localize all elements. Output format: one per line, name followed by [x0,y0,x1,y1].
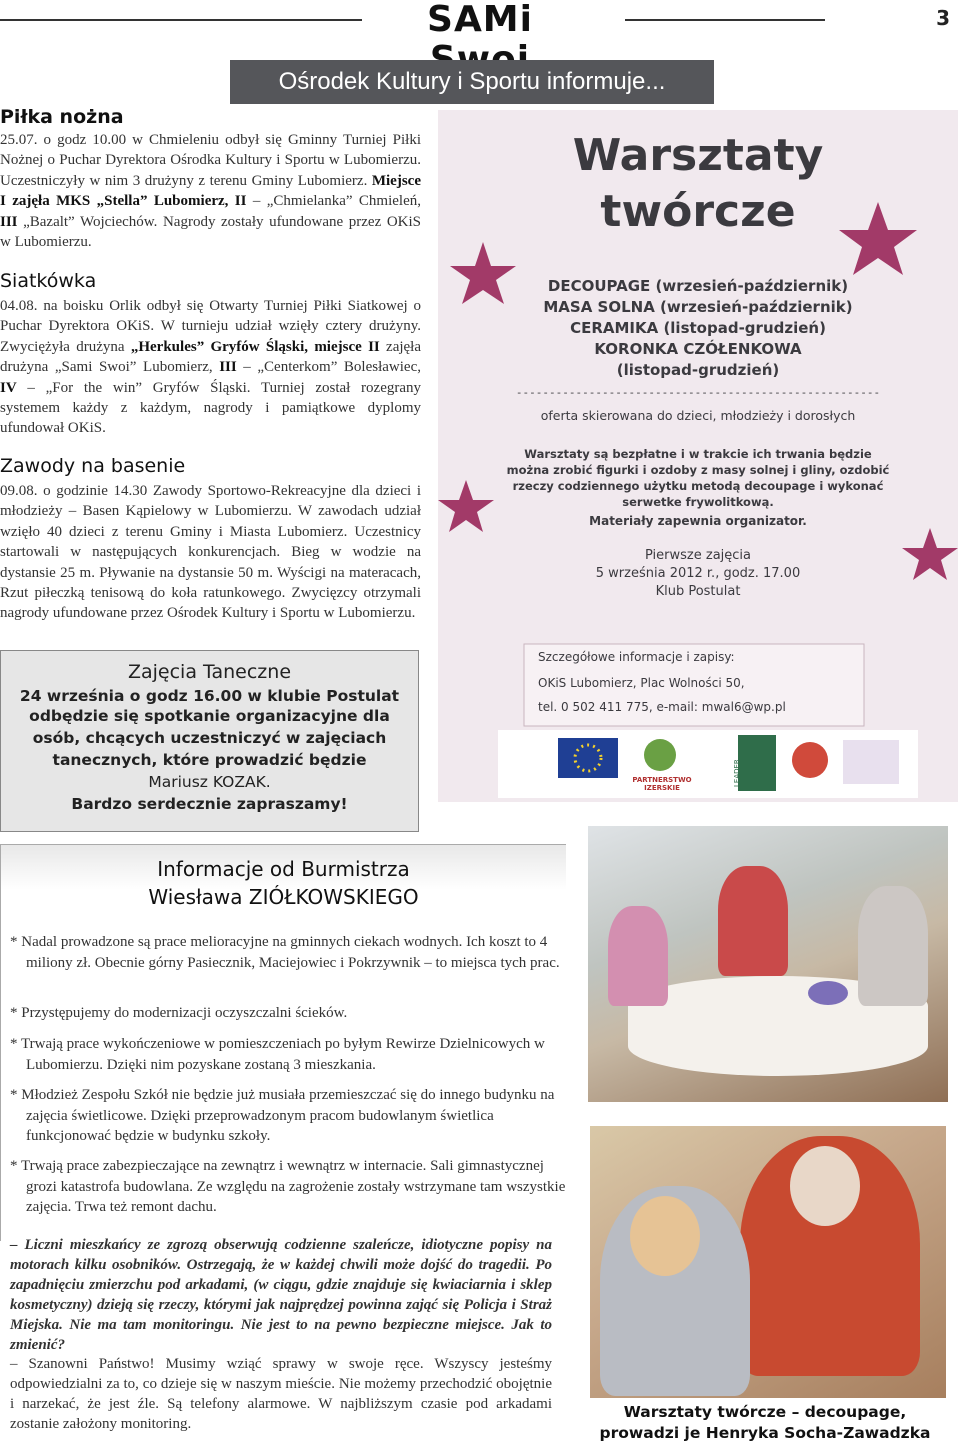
poster-materials: Materiały zapewnia organizator. [589,514,807,528]
person-shape [858,886,928,1006]
star-icon [438,480,494,532]
mayor-item: * Trwają prace wykończeniowe w pomieszczeniach po byłym Rewirze Dzielnicowych w Lubomierzu. Dzięki nim pozyskane zostaną 3 mieszkania. [10,1036,545,1073]
siatkowka-text-4: – „Centerkom” Bolesławiec, [236,359,421,376]
siatkowka-text-5: – „For the win” Gryfów Śląski. Turniej został rozegrany systemem każdy z każdym, nagrody i pamiątkowe dyplomy ufundował OKiS. [0,379,421,437]
poster-logo-label-leader: LEADER [733,759,741,787]
pilka-text-1: 25.07. o godz 10.00 w Chmieleniu odbył się Gminny Turniej Piłki Nożnej o Puchar Dyrektora Ośrodka Kultury i Sportu w Lubomierzu. Uczestniczyły w nim 3 drużyny z terenu Gminy Lubomierz. [0,132,421,189]
article-pilka-nozna [0,130,421,252]
workshop-item: CERAMIKA (listopad-grudzień) [570,319,826,337]
page-number: 3 [936,6,950,30]
person-shape [608,906,668,1006]
workshop-item: (listopad-grudzień) [616,361,780,379]
pilka-text-2: – „Chmielanka” Chmieleń, [246,193,421,210]
article-basen: 09.08. o godzinie 14.30 Zawody Sportowo-Rekreacyjne dla dzieci i młodzieży – Basen Kąpielowy w Lubomierzu. W zawodach udział wzięło 40 dzieci z terenu Gminy i Miasta Lubomierz. Uczestnicy startowali w następujących konkurencjach. Bieg w wodzie na dystansie 25 m. Pływanie na dystansie 50 m. Wyścigi na materacach, Rzut piłeczką tenisową do koła ratunkowego. Zwycięzcy otrzymali nagrody ufundowane przez Ośrodek Kultury i Sportu w Lubomierzu. [0,483,421,622]
mayor-item: * Przystępujemy do modernizacji oczyszczalni ścieków. [10,1005,348,1021]
head-shape [790,1146,860,1226]
heading-zawody-basen: Zawody na basenie [0,455,186,477]
poster-place: Klub Postulat [655,584,741,599]
siatkowka-bold-1: „Herkules” Gryfów Śląski, miejsce II [130,338,380,355]
photo-caption: Warsztaty twórcze – decoupage, prowadzi je Henryka Socha-Zawadzka [599,1403,931,1442]
mayor-title-2: Wiesława ZIÓŁKOWSKIEGO [148,885,419,909]
mayor-reply: – Szanowni Państwo! Musimy wziąć sprawy w swoje ręce. Wszyscy jesteśmy odpowiedzialni za to, co dzieje się w naszym mieście. Nie możemy przechodzić obojętnie i narzekać, że jest źle. Są telefony alarmowe. W najbliższym czasie pod arkadami zostanie założony monitoring. [10,1356,552,1432]
dance-title: Zajęcia Taneczne [127,661,292,683]
section-banner: Ośrodek Kultury i Sportu informuje... [230,60,714,104]
poster-logo-label-izerskie: PARTNERSTWO IZERSKIE [632,776,692,792]
residents-complaint: – Liczni mieszkańcy ze zgrozą obserwują codzienne szaleńcze, idiotyczne popisy na motorach kilku osobników. Ostrzegają, że w każdej chwili może dojść do tragedii. Po zapadnięciu zmierzchu pod arkadami, (w ciągu, gdzie znajduje się kwiaciarnia i sklep kosmetyczny) dzieją się rzeczy, którymi jak najprędzej powinna zająć się Policja i Straż Miejska. Nie ma tam monitoringu. Nie jest to na pewno bezpieczne miejsce. Jak to zmienić? [10,1237,552,1353]
masthead-logo: SAMi [427,0,533,40]
siatkowka-text-2: W turnieju udział wzięły cztery drużyny. Zwyciężyła drużyna [0,318,421,355]
dance-instructor: Mariusz KOZAK. [148,773,271,791]
poster-audience: oferta skierowana do dzieci, młodzieży i dorosłych [540,408,856,423]
poster-title-1: Warsztaty [572,130,824,181]
header-rule-left [0,19,362,21]
workshop-item: MASA SOLNA (wrzesień-październik) [543,298,853,316]
heart-logo-icon [644,739,676,771]
program-logo-icon [843,740,899,784]
mayor-item: * Trwają prace zabezpieczające na zewnątrz i wewnątrz w internacie. Sali gimnastycznej grozi katastrofa budowlana. Ze względu na zagrożenie zostały wstrzymane tam wszystkie zajęcia. Trwa też remont dachu. [10,1158,566,1215]
siatkowka-text-1: 04.08. na boisku Orlik odbył się Otwarty Turniej Piłki Siatkowej o Puchar Dyrektora OKiS. [0,298,421,335]
dance-closing: Bardzo serdecznie zapraszamy! [71,795,348,813]
pilka-bold-1: Miejsce I zajęła MKS „Stella” Lubomierz, II [0,172,421,210]
dance-line1: 24 września o godz 16.00 w klubie Postulat [19,687,400,705]
poster-contact: tel. 0 502 411 775, e-mail: mwal6@wp.pl [538,700,786,714]
mayor-title-1: Informacje od Burmistrza [157,857,410,881]
workshop-photo-1 [588,826,948,1102]
workshop-poster [438,110,958,802]
dance-body: odbędzie się spotkanie organizacyjne dla osób, chcących uczestniczyć w zajęciach tanecznych, które prowadzić będzie [29,707,390,769]
head-shape [630,1196,700,1276]
dance-announcement-box [0,650,419,832]
siatkowka-bold-2: III [212,359,237,376]
poster-info-heading: Szczegółowe informacje i zapisy: [538,650,735,664]
poster-date: 5 września 2012 r., godz. 17.00 [595,566,801,581]
pilka-text-3: „Bazalt” Wojciechów. Nagrody zostały ufundowane przez OKiS w Lubomierzu. [0,213,421,251]
poster-title-2: twórcze [600,186,796,237]
siatkowka-bold-3: IV [0,379,17,396]
workshop-photo-2 [590,1126,946,1398]
person-shape [718,866,788,976]
workshop-item: DECOUPAGE (wrzesień-październik) [547,277,849,295]
bowl-shape [808,981,848,1005]
poster-workshop-list [498,276,898,381]
heading-pilka-nozna: Piłka nożna [0,106,124,128]
emblem-logo-icon [792,742,828,778]
header-rule-right [625,19,825,21]
pilka-bold-2: III [0,213,18,230]
star-icon [902,528,958,580]
poster-address: OKiS Lubomierz, Plac Wolności 50, [538,676,745,690]
poster-first-class: Pierwsze zajęcia [645,548,751,563]
heading-siatkowka: Siatkówka [0,270,97,292]
article-siatkowka [0,296,421,439]
mayor-item: * Nadal prowadzone są prace melioracyjne na gminnych ciekach wodnych. Ich koszt to 4 miliony zł. Obecnie górny Pasiecznik, Maciejowiec i Pokrzywnik – to miejsca tych prac. [10,934,560,971]
poster-description: Warsztaty są bezpłatne i w trakcie ich trwania będzie można zrobić figurki i ozdoby z masy solnej i gliny, ozdobić rzeczy codziennego użytku metodą decoupage i wykonać serwetke frywolitkową. [506,447,890,509]
leader-logo-icon [738,735,776,791]
poster-dashes: ------------------------------------------------------- [515,386,881,399]
siatkowka-text-3: zajęła drużyna „Sami Swoi” Lubomierz, [0,338,422,376]
mayor-item: * Młodzież Zespołu Szkół nie będzie już musiała przemieszczać się do innego budynku na zajęcia świetlicowe. Dzięki przeprowadzonym pracom budowlanym świetlica funkcjonować będzie w budynku szkoły. [10,1087,555,1144]
workshop-item: KORONKA CZÓŁENKOWA [594,340,802,358]
